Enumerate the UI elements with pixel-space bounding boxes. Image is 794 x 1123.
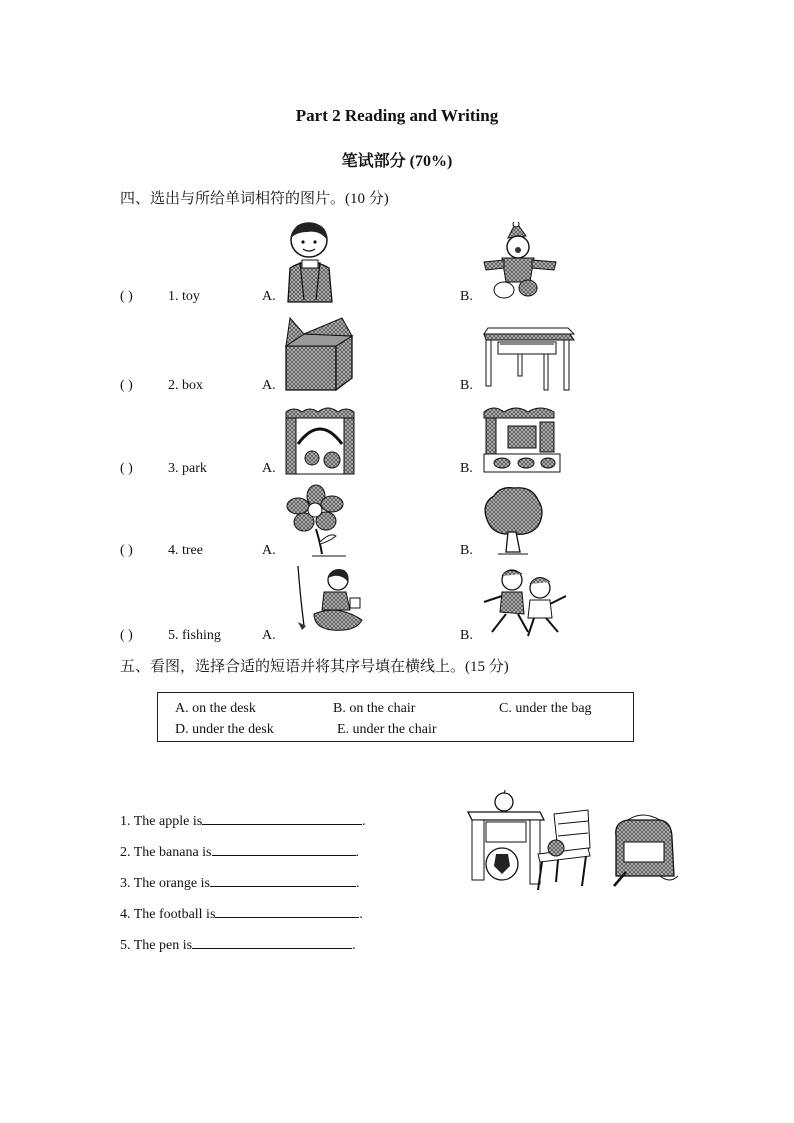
sentence-5-text: 5. The pen is xyxy=(120,938,193,953)
question-label-4: 4. tree xyxy=(168,543,203,558)
question-label-5: 5. fishing xyxy=(168,628,221,643)
answer-line-2[interactable] xyxy=(212,843,356,856)
option-a-label-4: A. xyxy=(262,543,276,558)
page-subtitle: 笔试部分 (70%) xyxy=(341,153,453,170)
sentence-1-text: 1. The apple is xyxy=(120,814,203,829)
girl-fishing-picture xyxy=(284,564,366,638)
sentence-3-period: . xyxy=(355,876,360,891)
option-b-label-5: B. xyxy=(460,628,473,643)
choice-c: C. under the bag xyxy=(499,701,592,716)
section-five-heading: 五、看图，选择合适的短语并将其序号填在横线上。(15 分) xyxy=(120,659,509,675)
children-running-picture xyxy=(482,566,568,638)
option-a-label-2: A. xyxy=(262,378,276,393)
answer-line-3[interactable] xyxy=(210,874,356,887)
clown-toy-picture xyxy=(482,222,560,302)
apple-picture xyxy=(495,793,513,811)
sentence-2-text: 2. The banana is xyxy=(120,845,212,860)
zoo-picture xyxy=(482,404,562,476)
question-label-3: 3. park xyxy=(168,461,207,476)
sentence-2 xyxy=(120,843,359,861)
option-b-label-2: B. xyxy=(460,378,473,393)
sentence-4 xyxy=(120,905,363,923)
option-b-label-1: B. xyxy=(460,289,473,304)
choice-d: D. under the desk xyxy=(175,722,274,737)
option-b-label-3: B. xyxy=(460,461,473,476)
choice-e: E. under the chair xyxy=(337,722,437,737)
sentence-3 xyxy=(120,874,359,892)
sentence-2-period: . xyxy=(355,845,359,860)
sentence-4-text: 4. The football is xyxy=(120,907,216,922)
tree-picture xyxy=(480,486,546,556)
answer-blank-2[interactable]: ( ) xyxy=(120,378,133,393)
desk-picture xyxy=(480,326,576,392)
answer-blank-5[interactable]: ( ) xyxy=(120,628,133,643)
desk-chair-bag-scene xyxy=(464,790,680,894)
answer-line-1[interactable] xyxy=(202,812,362,825)
park-picture xyxy=(284,404,356,476)
sentence-5 xyxy=(120,936,356,954)
page-title: Part 2 Reading and Writing xyxy=(295,106,499,125)
sentence-3-text: 3. The orange is xyxy=(120,876,210,891)
section-four-heading: 四、选出与所给单词相符的图片。(10 分) xyxy=(120,191,389,207)
flower-picture xyxy=(284,484,350,558)
sentence-5-period: . xyxy=(352,938,356,953)
box-picture xyxy=(282,316,356,392)
orange-picture xyxy=(548,840,564,856)
answer-line-4[interactable] xyxy=(215,905,359,918)
option-b-label-4: B. xyxy=(460,543,473,558)
option-a-label-3: A. xyxy=(262,461,276,476)
option-a-label-1: A. xyxy=(262,289,276,304)
question-label-2: 2. box xyxy=(168,378,203,393)
choice-a: A. on the desk xyxy=(175,701,256,716)
sentence-1-period: . xyxy=(362,814,366,829)
answer-line-5[interactable] xyxy=(192,936,352,949)
question-label-1: 1. toy xyxy=(168,289,200,304)
phrase-choices-box xyxy=(157,692,634,742)
sentence-4-period: . xyxy=(359,907,363,922)
choice-b: B. on the chair xyxy=(333,701,416,716)
sentence-1 xyxy=(120,812,366,830)
boy-picture xyxy=(282,220,338,304)
answer-blank-1[interactable]: ( ) xyxy=(120,289,133,304)
answer-blank-4[interactable]: ( ) xyxy=(120,543,133,558)
option-a-label-5: A. xyxy=(262,628,276,643)
answer-blank-3[interactable]: ( ) xyxy=(120,461,133,476)
